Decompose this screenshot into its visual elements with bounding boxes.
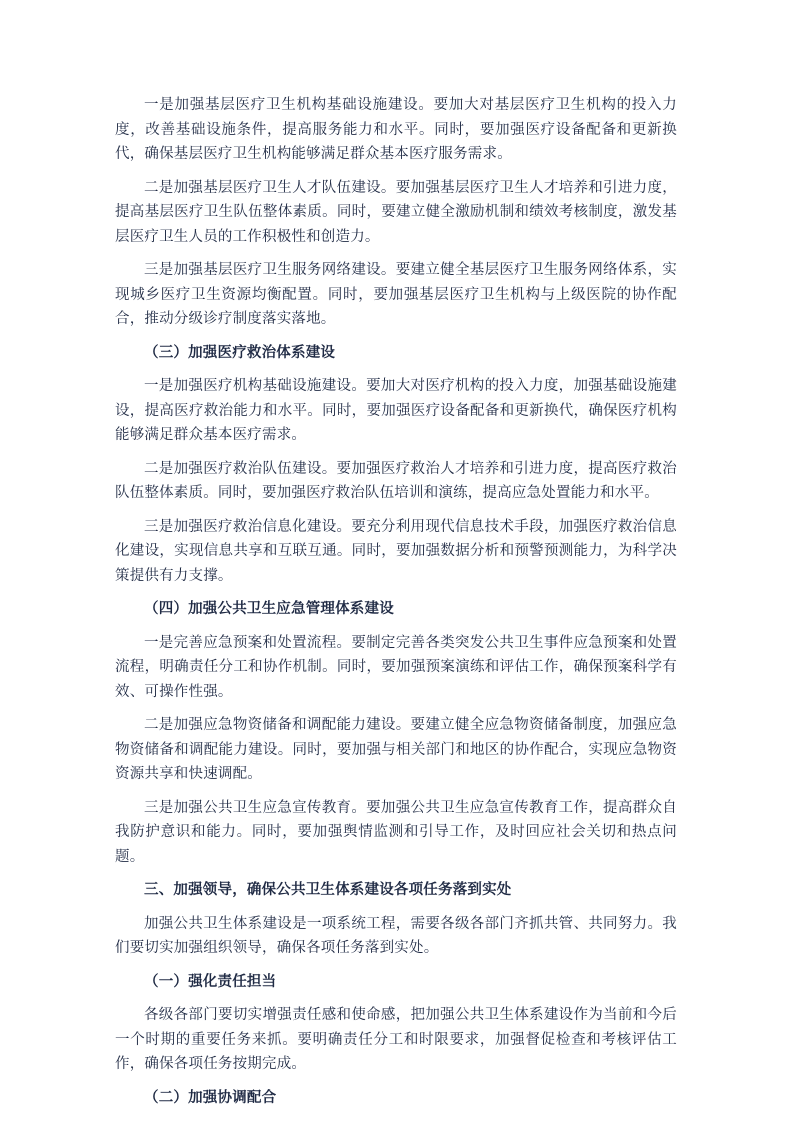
paragraph: 二是加强基层医疗卫生人才队伍建设。要加强基层医疗卫生人才培养和引进力度，提高基层医疗卫生队伍整体素质。同时，要建立健全激励机制和绩效考核制度，激发基层医疗卫生人员的工作积极性和创造力。 xyxy=(115,179,677,245)
section-heading: （二）加强协调配合 xyxy=(144,1089,277,1106)
paragraph: 三是加强公共卫生应急宣传教育。要加强公共卫生应急宣传教育工作，提高群众自我防护意识和能力。同时，要加强舆情监测和引导工作，及时回应社会关切和热点问题。 xyxy=(115,799,677,865)
section-heading: （三）加强医疗救治体系建设 xyxy=(144,344,336,361)
section-heading: （一）强化责任担当 xyxy=(144,973,277,990)
paragraph: 加强公共卫生体系建设是一项系统工程，需要各级各部门齐抓共管、共同努力。我们要切实加强组织领导，确保各项任务落到实处。 xyxy=(115,915,677,956)
paragraph: 各级各部门要切实增强责任感和使命感，把加强公共卫生体系建设作为当前和今后一个时期的重要任务来抓。要明确责任分工和时限要求，加强督促检查和考核评估工作，确保各项任务按期完成。 xyxy=(115,1007,677,1072)
paragraph: 一是加强医疗机构基础设施建设。要加大对医疗机构的投入力度，加强基础设施建设，提高医疗救治能力和水平。同时，要加强医疗设备配备和更新换代，确保医疗机构能够满足群众基本医疗需求。 xyxy=(115,378,677,443)
paragraph: 三是加强医疗救治信息化建设。要充分利用现代信息技术手段，加强医疗救治信息化建设，实现信息共享和互联互通。同时，要加强数据分析和预警预测能力，为科学决策提供有力支撑。 xyxy=(115,518,677,584)
paragraph: 二是加强应急物资储备和调配能力建设。要建立健全应急物资储备制度，加强应急物资储备和调配能力建设。同时，要加强与相关部门和地区的协作配合，实现应急物资资源共享和快速调配。 xyxy=(115,717,677,782)
paragraph: 二是加强医疗救治队伍建设。要加强医疗救治人才培养和引进力度，提高医疗救治队伍整体素质。同时，要加强医疗救治队伍培训和演练，提高应急处置能力和水平。 xyxy=(115,460,677,501)
paragraph: 一是加强基层医疗卫生机构基础设施建设。要加大对基层医疗卫生机构的投入力度，改善基础设施条件，提高服务能力和水平。同时，要加强医疗设备配备和更新换代，确保基层医疗卫生机构能够满足群众基本医疗服务需求。 xyxy=(115,97,677,162)
paragraph: 一是完善应急预案和处置流程。要制定完善各类突发公共卫生事件应急预案和处置流程，明确责任分工和协作机制。同时，要加强预案演练和评估工作，确保预案科学有效、可操作性强。 xyxy=(115,634,677,700)
document-page xyxy=(115,93,677,1119)
section-heading: （四）加强公共卫生应急管理体系建设 xyxy=(144,601,394,617)
paragraph: 三是加强基层医疗卫生服务网络建设。要建立健全基层医疗卫生服务网络体系，实现城乡医疗卫生资源均衡配置。同时，要加强基层医疗卫生机构与上级医院的协作配合，推动分级诊疗制度落实落地。 xyxy=(115,262,677,327)
chapter-heading: 三、加强领导，确保公共卫生体系建设各项任务落到实处 xyxy=(144,882,512,898)
